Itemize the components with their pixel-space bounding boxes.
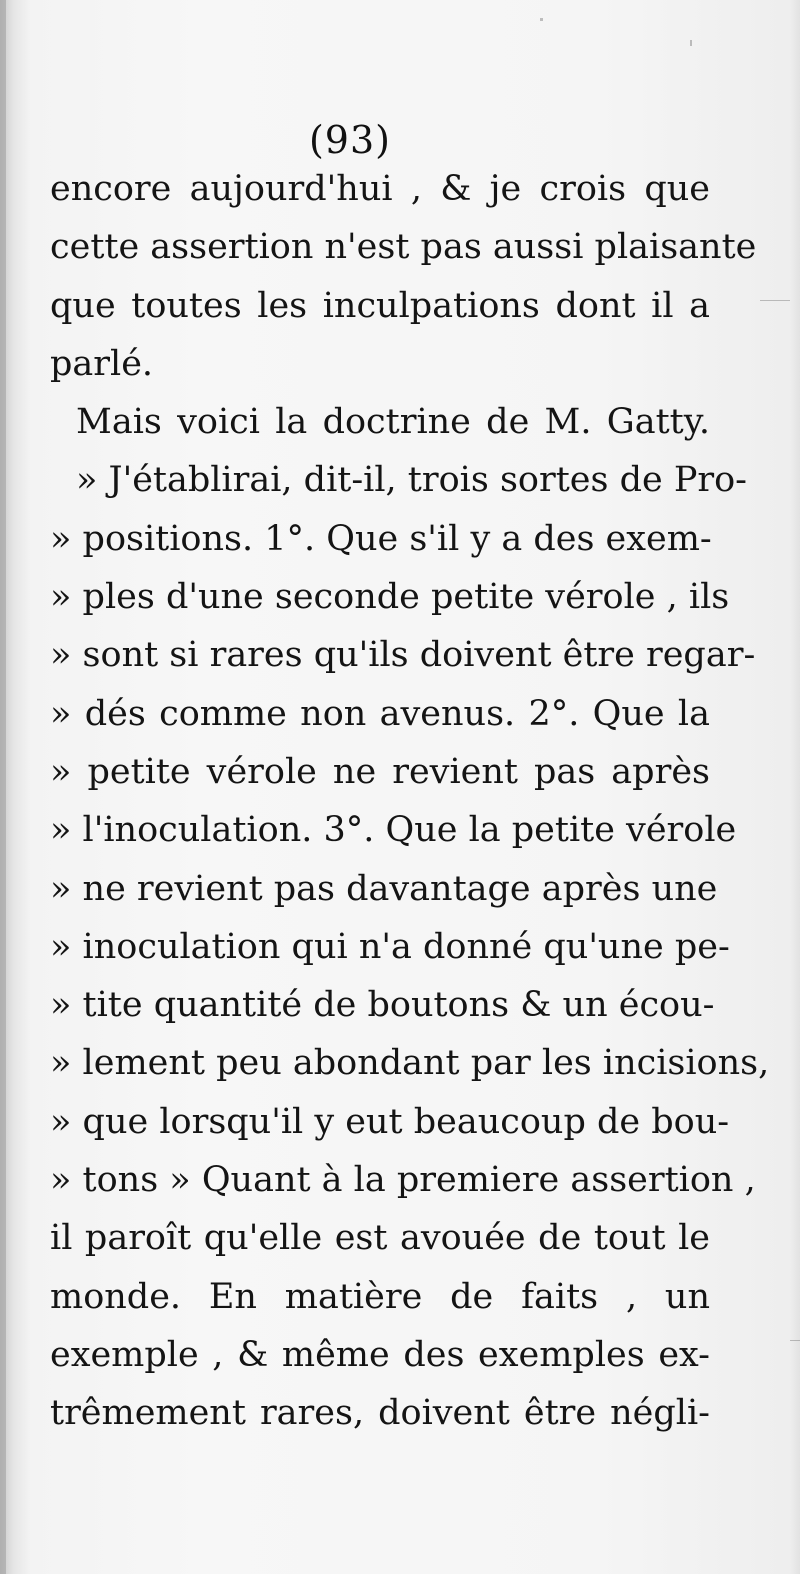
scan-speck (690, 40, 692, 46)
text-line: parlé. (50, 343, 154, 384)
page-number: (93) (308, 118, 391, 162)
text-line: cette assertion n'est pas aussi plaisante (50, 227, 757, 268)
text-line: » lement peu abondant par les incisions, (50, 1043, 770, 1084)
text-line: encore aujourd'hui , & je crois que (50, 169, 710, 209)
text-line: Mais voici la doctrine de M. Gatty. (76, 402, 710, 443)
scan-speck (760, 300, 790, 301)
text-line: exemple , & même des exemples ex- (50, 1334, 710, 1375)
text-line: » ples d'une seconde petite vérole , ils (50, 577, 730, 618)
text-line: » dés comme non avenus. 2°. Que la (50, 693, 710, 734)
text-line: » que lorsqu'il y eut beaucoup de bou- (50, 1101, 730, 1142)
scan-speck (540, 18, 543, 21)
gutter-shadow (0, 0, 6, 1574)
text-line: que toutes les inculpations dont il a (50, 285, 710, 326)
text-line: monde. En matière de faits , un (50, 1276, 710, 1317)
text-line: » ne revient pas davantage après une (50, 868, 718, 909)
scan-speck (790, 1340, 800, 1341)
text-line: il paroît qu'elle est avouée de tout le (50, 1218, 710, 1259)
text-line: » l'inoculation. 3°. Que la petite vérole (50, 810, 737, 851)
text-line: » inoculation qui n'a donné qu'une pe- (50, 926, 730, 967)
text-line: » J'établirai, dit-il, trois sortes de Pro- (76, 460, 747, 501)
text-line: » positions. 1°. Que s'il y a des exem- (50, 518, 712, 559)
text-line: » sont si rares qu'ils doivent être regar- (50, 635, 756, 676)
text-line: » petite vérole ne revient pas après (50, 751, 710, 792)
text-line: » tons » Quant à la premiere assertion , (50, 1160, 756, 1201)
text-line: » tite quantité de boutons & un écou- (50, 985, 715, 1026)
text-line: trêmement rares, doivent être négli- (50, 1393, 710, 1434)
body-text (50, 160, 770, 1443)
